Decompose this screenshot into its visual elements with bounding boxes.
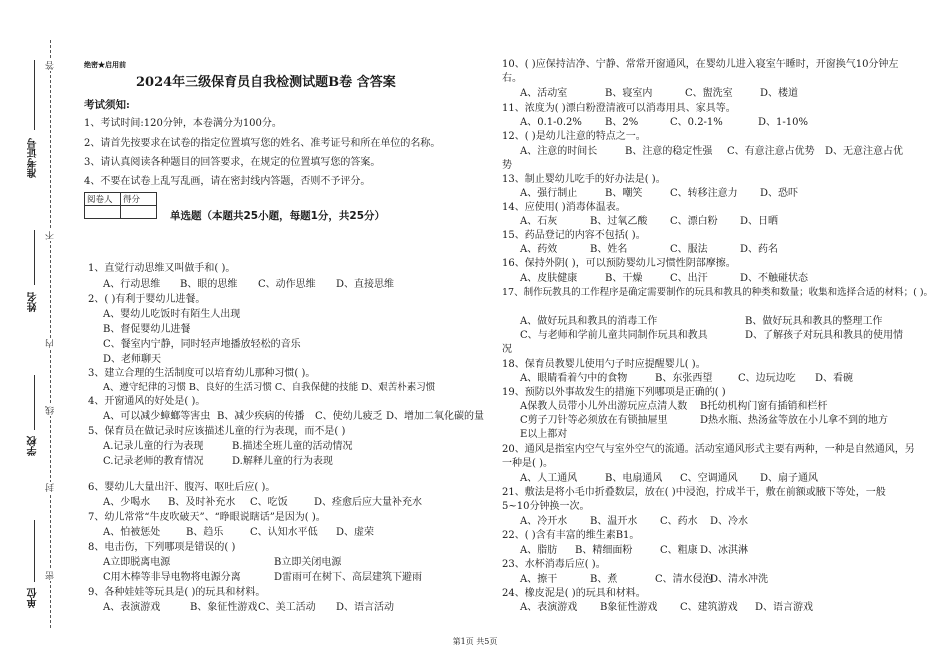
seal-char: 密: [46, 571, 56, 580]
question-stem: 2、( )有利于婴幼儿进餐。: [88, 294, 206, 305]
question-stem: 12、( )是幼儿注意的特点之一。: [502, 131, 646, 142]
question-stem: 22、( )含有丰富的维生素B1。: [502, 530, 640, 541]
option: D、1-10%: [758, 117, 808, 128]
option: A、少喝水: [103, 497, 151, 508]
question-stem: 21、敷法是将小毛巾折叠数层，放在( )中浸泡，拧成半干，敷在前额或腋下等处，一般: [502, 487, 886, 498]
school-field[interactable]: [34, 375, 35, 430]
notice-item: 4、不要在试卷上乱写乱画，请在密封线内答题，否则不予评分。: [84, 176, 371, 187]
notice-item: 3、请认真阅读各种题目的回答要求，在规定的位置填写您的答案。: [84, 157, 381, 168]
question-stem: 14、应使用( )消毒体温表。: [502, 202, 626, 213]
option: A、行动思维: [103, 279, 161, 290]
option: A、药效: [520, 244, 558, 255]
option: D、老师聊天: [103, 354, 162, 365]
option: C、使幼儿疲乏: [315, 411, 383, 422]
option: C、漂白粉: [670, 216, 718, 227]
option: A、表演游戏: [520, 602, 578, 613]
option: B、注意的稳定性强: [625, 146, 713, 157]
score-table-score-header: 得分: [121, 193, 157, 206]
option: B、眼的思维: [180, 279, 238, 290]
page-footer: 第1页 共5页: [452, 637, 498, 646]
option: B象征性游戏: [600, 602, 658, 613]
seal-char: 线: [46, 406, 56, 415]
option: D、药名: [740, 244, 779, 255]
binding-margin: [0, 0, 70, 671]
option: C、吃饭: [250, 497, 288, 508]
option: B、2%: [605, 117, 639, 128]
option: D、扇子通风: [760, 473, 819, 484]
section-title: 单选题（本题共25小题，每题1分，共25分）: [170, 210, 386, 222]
option: A.记录儿童的行为表现: [103, 441, 204, 452]
option: D、冷水: [710, 516, 749, 527]
option: A、0.1-0.2%: [520, 117, 582, 128]
option: D、无意注意占优: [825, 146, 904, 157]
option: C、空调通风: [680, 473, 738, 484]
option: B.描述全班儿童的活动情况: [232, 441, 353, 452]
question-stem: 16、保持外阴( )，可以预防婴幼儿习惯性阴部摩擦。: [502, 258, 736, 269]
secret-mark: 绝密★启用前: [84, 60, 126, 69]
option: C、服法: [670, 244, 708, 255]
option: C用木棒等非导电物将电源分离: [103, 572, 241, 583]
option: B、及时补充水: [168, 497, 236, 508]
option: D、看碗: [815, 373, 854, 384]
option: D、语言活动: [336, 602, 395, 613]
option: E以上都对: [520, 429, 568, 440]
question-stem: 8、电击伤，下列哪项是错误的( ): [88, 542, 236, 553]
option: D、不触碰状态: [740, 273, 809, 284]
option: A、擦干: [520, 574, 558, 585]
option: B托幼机构门窗有插销和栏杆: [700, 401, 828, 412]
option: C、粗康: [660, 545, 698, 556]
option: B、电扇通风: [605, 473, 663, 484]
question-stem: 19、预防以外事故发生的措施下列哪项是正确的( ): [502, 387, 726, 398]
question-stem: 18、保育员教婴儿使用勺子时应提醒婴儿( )。: [502, 359, 706, 370]
option: A、遵守纪律的习惯 B、良好的生活习惯 C、自我保健的技能 D、艰苦朴素习惯: [103, 382, 436, 393]
option: A保教人员带小儿外出游玩应点清人数: [520, 401, 688, 412]
question-stem: 20、通风是指室内空气与室外空气的流通。活动室通风形式主要有两种，一种是自然通风，另: [502, 444, 915, 455]
unit-field[interactable]: [34, 520, 35, 582]
question-stem: 15、药品登记的内容不包括( )。: [502, 230, 646, 241]
option: C剪子刀针等必须放在有锁抽屉里: [520, 415, 668, 426]
option: C、药水: [660, 516, 698, 527]
name-field[interactable]: [34, 230, 35, 285]
option: C、边玩边吃: [738, 373, 796, 384]
option: C、与老师和学前儿童共同制作玩具和教具: [520, 330, 708, 341]
option: B、象征性游戏: [190, 602, 258, 613]
score-table: [84, 192, 157, 219]
question-stem: 10、( )应保持洁净、宁静、常常开窗通风，在婴幼儿进入寝室午睡时，开窗换气10分钟左: [502, 59, 899, 70]
option: C、有意注意占优势: [727, 146, 815, 157]
option: A、可以减少蟑螂等害虫: [103, 411, 211, 422]
option: B、干燥: [605, 273, 643, 284]
label-name: 姓名: [28, 292, 39, 312]
option: C、建筑游戏: [680, 602, 738, 613]
seal-char: 内: [46, 339, 56, 348]
option: D、楼道: [760, 88, 799, 99]
option: A、活动室: [520, 88, 568, 99]
option: D、恐吓: [760, 188, 799, 199]
question-stem: 3、建立合理的生活制度可以培育幼儿那种习惯( )。: [88, 368, 316, 379]
option: B、嘲笑: [605, 188, 643, 199]
option: A、表演游戏: [103, 602, 161, 613]
question-stem: 5、保育员在做记录时应该描述儿童的行为表现，而不是( ): [88, 426, 346, 437]
question-stem: 5~10分钟换一次。: [502, 501, 590, 512]
score-table-reviewer-header: 阅卷人: [85, 193, 121, 206]
option: A、强行制止: [520, 188, 578, 199]
option: C、美工活动: [258, 602, 316, 613]
option: C、出汗: [670, 273, 708, 284]
option: A、冷开水: [520, 516, 568, 527]
option: A、人工通风: [520, 473, 578, 484]
option: D、增加二氧化碳的量: [386, 411, 485, 422]
option: D、清水冲洗: [710, 574, 769, 585]
question-stem: 6、婴幼儿大量出汗、腹泻、呕吐后应( )。: [88, 482, 276, 493]
option: B、减少疾病的传播: [217, 411, 305, 422]
option: D、了解孩子对玩具和教具的使用情: [745, 330, 904, 341]
option: B、督促婴幼儿进餐: [103, 324, 191, 335]
option: D热水瓶、热汤盆等放在小儿拿不到的地方: [700, 415, 889, 426]
option: D、语言游戏: [755, 602, 814, 613]
option: D、冰淇淋: [700, 545, 749, 556]
option: D雷雨可在树下、高层建筑下避雨: [274, 572, 423, 583]
question-stem: 17、制作玩教具的工作程序是确定需要制作的玩具和教具的种类和数量；收集和选择合适的材料；( )。: [502, 287, 934, 298]
option: A、婴幼儿吃饭时有陌生人出现: [103, 309, 241, 320]
notice-heading: 考试须知:: [84, 99, 130, 111]
option: A、怕被惩处: [103, 527, 161, 538]
option: B、姓名: [590, 244, 628, 255]
option: C、餐室内宁静，同时轻声地播放轻松的音乐: [103, 339, 301, 350]
option: C、清水侵泡: [655, 574, 713, 585]
option: C.记录老师的教育情况: [103, 456, 204, 467]
question-stem: 4、开窗通风的好处是( )。: [88, 396, 206, 407]
option: C、动作思维: [258, 279, 316, 290]
question-stem: 1、直觉行动思维又叫做手和( )。: [88, 263, 236, 274]
score-cell[interactable]: [121, 206, 157, 219]
option: C、认知水平低: [250, 527, 318, 538]
option: B立即关闭电源: [274, 557, 342, 568]
seal-char: 答: [46, 61, 56, 70]
option: B、煮: [590, 574, 618, 585]
option: A、注意的时间长: [520, 146, 598, 157]
option: A、做好玩具和教具的消毒工作: [520, 316, 658, 327]
option: B、过氧乙酸: [590, 216, 648, 227]
notice-item: 2、请首先按要求在试卷的指定位置填写您的姓名、准考证号和所在单位的名称。: [84, 138, 441, 149]
seal-char: 不: [46, 231, 56, 240]
question-stem: 况: [502, 344, 512, 355]
option: A、石灰: [520, 216, 558, 227]
exam-number-field[interactable]: [34, 60, 35, 130]
option: D、直接思维: [336, 279, 395, 290]
seal-char: 封: [46, 483, 56, 492]
question-stem: 9、各种娃娃等玩具是( )的玩具和材料。: [88, 587, 266, 598]
question-stem: 11、浓度为( )漂白粉澄清液可以消毒用具、家具等。: [502, 103, 736, 114]
notice-item: 1、考试时间:120分钟，本卷满分为100分。: [84, 118, 282, 129]
option: B、寝室内: [605, 88, 653, 99]
option: D.解释儿童的行为表现: [232, 456, 333, 467]
question-stem: 7、幼儿常常“牛皮吹破天”、“睁眼说瞎话”是因为( )。: [88, 512, 326, 523]
option: C、转移注意力: [670, 188, 738, 199]
option: A、眼睛看着勺中的食物: [520, 373, 628, 384]
option: D、痊愈后应大量补充水: [314, 497, 423, 508]
question-stem: 右。: [502, 73, 522, 84]
option: B、做好玩具和教具的整理工作: [745, 316, 883, 327]
label-unit: 单位: [28, 588, 39, 608]
reviewer-cell[interactable]: [85, 206, 121, 219]
label-exam-number: 准考证号: [28, 138, 39, 178]
option: C、0.2-1%: [670, 117, 723, 128]
option: B、趋乐: [186, 527, 224, 538]
option: A立即脱离电源: [103, 557, 171, 568]
option: D、日晒: [740, 216, 779, 227]
page-title: 2024年三级保育员自我检测试题B卷 含答案: [136, 75, 396, 90]
question-stem: 23、水杯消毒后应( )。: [502, 559, 606, 570]
option: B、温开水: [590, 516, 638, 527]
option: A、皮肤健康: [520, 273, 578, 284]
question-stem: 24、橡皮泥是( )的玩具和材料。: [502, 588, 646, 599]
seal-line: [50, 40, 51, 628]
option: B、东张西望: [655, 373, 713, 384]
question-stem: 势: [502, 160, 512, 171]
question-stem: 13、制止婴幼儿吃手的好办法是( )。: [502, 174, 666, 185]
label-school: 学校: [28, 436, 39, 456]
option: A、脂肪: [520, 545, 558, 556]
option: B、精细面粉: [575, 545, 633, 556]
question-stem: 一种是( )。: [502, 458, 553, 469]
option: C、盥洗室: [685, 88, 733, 99]
option: D、虚荣: [336, 527, 375, 538]
